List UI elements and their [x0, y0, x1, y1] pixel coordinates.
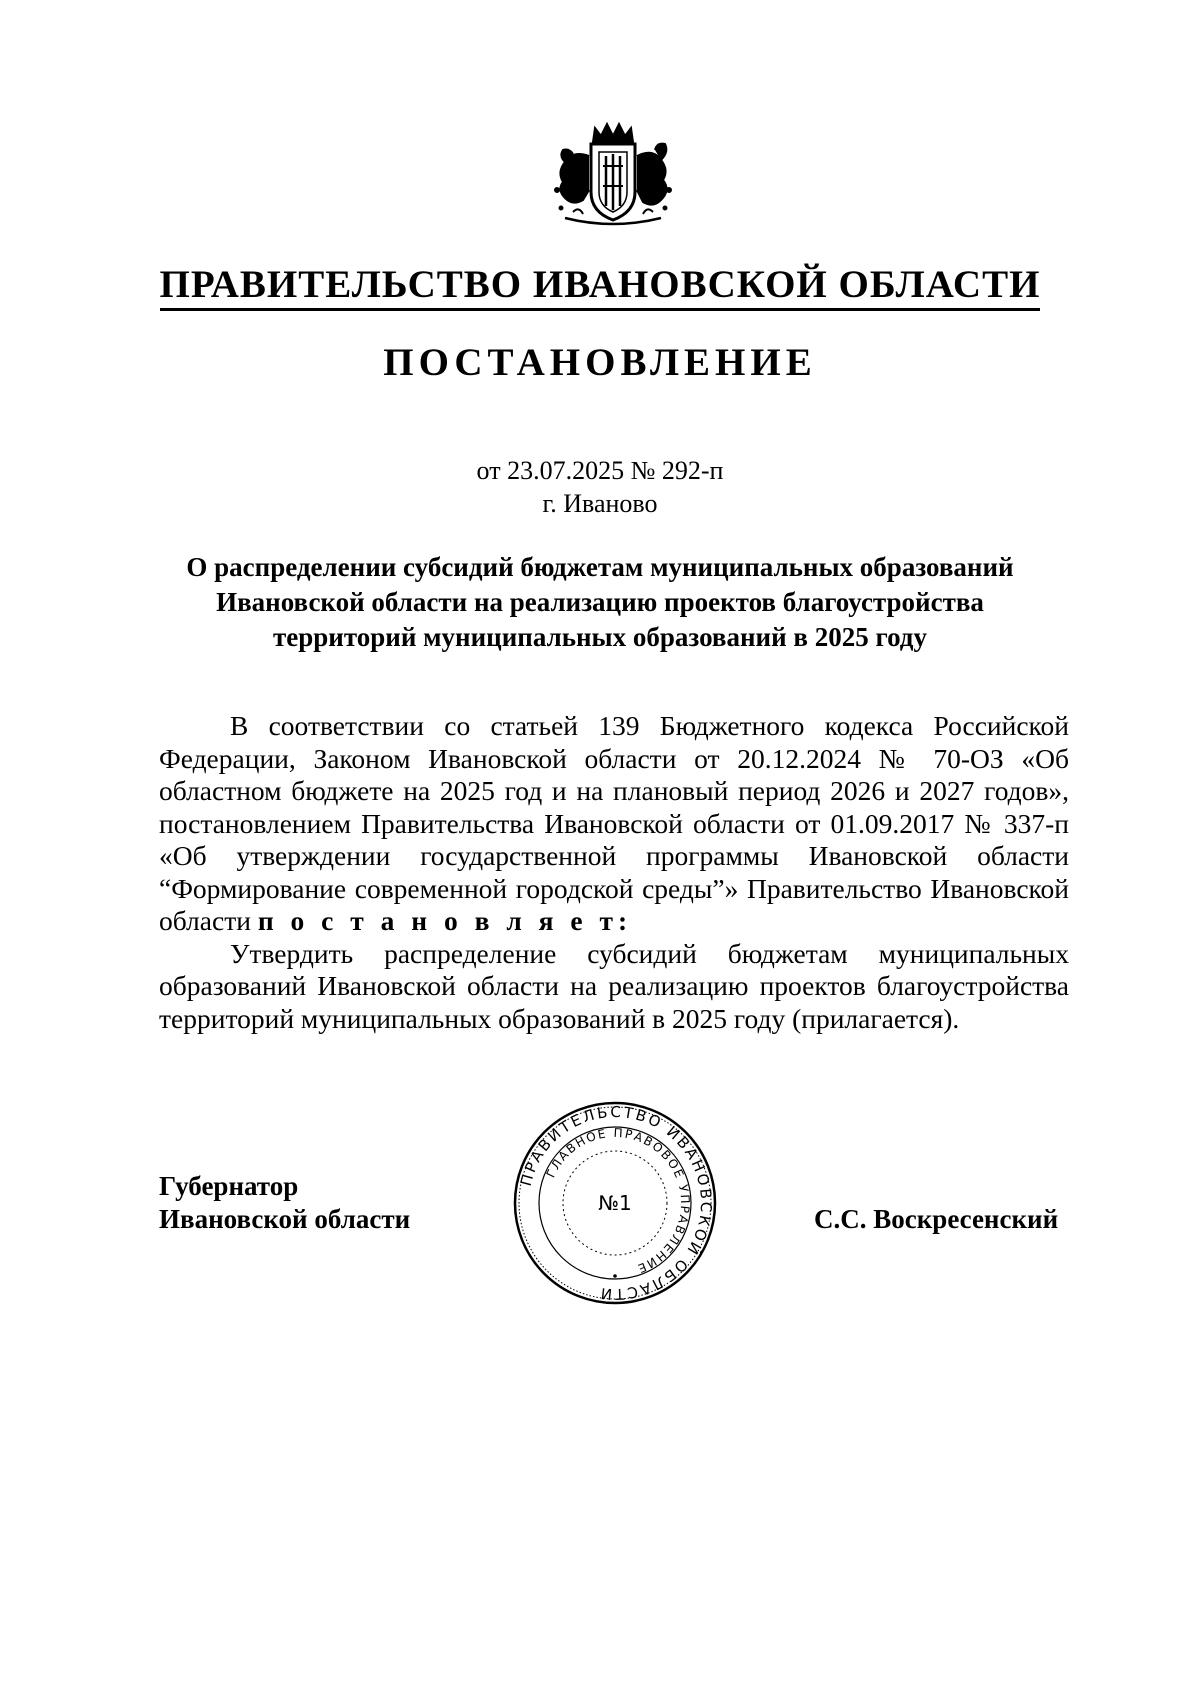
subject-line: О распределении субсидий бюджетам муниципальных образований — [186, 552, 1014, 582]
signatory-title-line: Ивановской области — [159, 1204, 411, 1234]
stamp-outer-text: ПРАВИТЕЛЬСТВО ИВАНОВСКОЙ ОБЛАСТИ — [516, 1102, 716, 1304]
signatory-title-line: Губернатор — [159, 1171, 299, 1201]
body-paragraph — [159, 710, 1069, 938]
document-body — [159, 710, 1069, 1035]
subject-line: территорий муниципальных образований в 2025 году — [273, 622, 927, 652]
decree-word: п о с т а н о в л я е т: — [257, 905, 633, 936]
document-subject — [150, 550, 1050, 655]
document-type: ПОСТАНОВЛЕНИЕ — [383, 341, 817, 384]
document-city: г. Иваново — [542, 489, 658, 518]
document-date-number: от 23.07.2025 № 292-п — [476, 456, 724, 485]
stamp-number: №1 — [598, 1191, 632, 1215]
body-paragraph-text: В соответствии со статьей 139 Бюджетного кодекса Российской Федерации, Законом Ивановской области от 20.12.2024 № 70-ОЗ «Об областном бюджете на 2025 год и на плановый период 2026 и 2027 годов», постановлением Правительства Ивановской области от 01.09.2017 № 337-п «Об утверждении государственной программы Ивановской области “Формирование современной городской среды”» Правительство Ивановской области — [159, 710, 1069, 936]
subject-line: Ивановской области на реализацию проектов благоустройства — [216, 587, 984, 617]
coat-of-arms-icon — [543, 120, 683, 232]
official-stamp — [510, 1098, 720, 1308]
stamp-inner-text: ГЛАВНОЕ ПРАВОВОЕ УПРАВЛЕНИЕ — [543, 1125, 693, 1277]
signatory-name: С.С. Воскресенский — [814, 1204, 1059, 1234]
signatory-title — [159, 1170, 410, 1236]
body-paragraph: Утвердить распределение субсидий бюджетам муниципальных образований Ивановской области на реализацию проектов благоустройства территорий муниципальных образований в 2025 году (прилагается). — [159, 937, 1069, 1034]
organization-title: ПРАВИТЕЛЬСТВО ИВАНОВСКОЙ ОБЛАСТИ — [0, 262, 1200, 309]
